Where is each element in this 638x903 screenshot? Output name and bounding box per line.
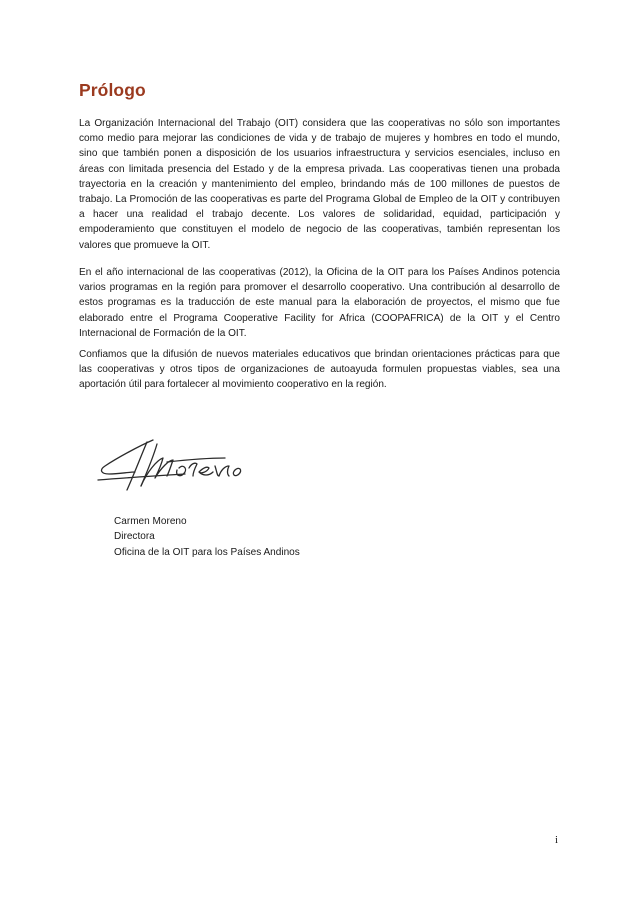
paragraph-conclusion: Confiamos que la difusión de nuevos materiales educativos que brindan orientaciones prácticas para que las cooperativas y otros tipos de organizaciones de autoayuda formulen propuestas viables, sea una aportación útil para fortalecer al movimiento cooperativo en la región. bbox=[79, 349, 560, 391]
signatory-name: Carmen Moreno bbox=[114, 516, 187, 527]
signatory-office: Oficina de la OIT para los Países Andinos bbox=[114, 546, 300, 558]
handwritten-signature bbox=[95, 432, 255, 498]
page-number: i bbox=[555, 834, 559, 846]
paragraph-international-year: En el año internacional de las cooperativas (2012), la Oficina de la OIT para los Países Andinos potencia varios programas en la región para promover el desarrollo cooperativo. Una contribución al desarrollo de estos programas es la traducción de este manual para la elaboración de proyectos, el mismo que fue elaborado entre el Programa Cooperative Facility for Africa (COOPAFRICA) de la OIT y el Centro Internacional de Formación de la OIT. bbox=[79, 267, 560, 339]
paragraph-intro: La Organización Internacional del Trabajo (OIT) considera que las cooperativas no sólo son importantes como medio para mejorar las condiciones de vida y de trabajo de mujeres y hombres en todo el mundo, sino que también ponen a disposición de los usuarios infraestructura y servicios esenciales, incluso en áreas con limitada presencia del Estado y de la empresa privada. Las cooperativas tienen una probada trayectoria en la creación y mantenimiento del empleo, brindando más de 100 millones de puestos de trabajo. La Promoción de las cooperativas es parte del Programa Global de Empleo de la OIT y contribuyen a hacer una realidad el trabajo decente. Los valores de solidaridad, equidad, participación y empoderamiento que constituyen el modelo de negocio de las cooperativas, también representan los valores que promueve la OIT. bbox=[79, 118, 560, 251]
page-title: Prólogo bbox=[79, 80, 146, 100]
signatory-role: Directora bbox=[114, 531, 155, 543]
signature-block bbox=[114, 514, 300, 560]
